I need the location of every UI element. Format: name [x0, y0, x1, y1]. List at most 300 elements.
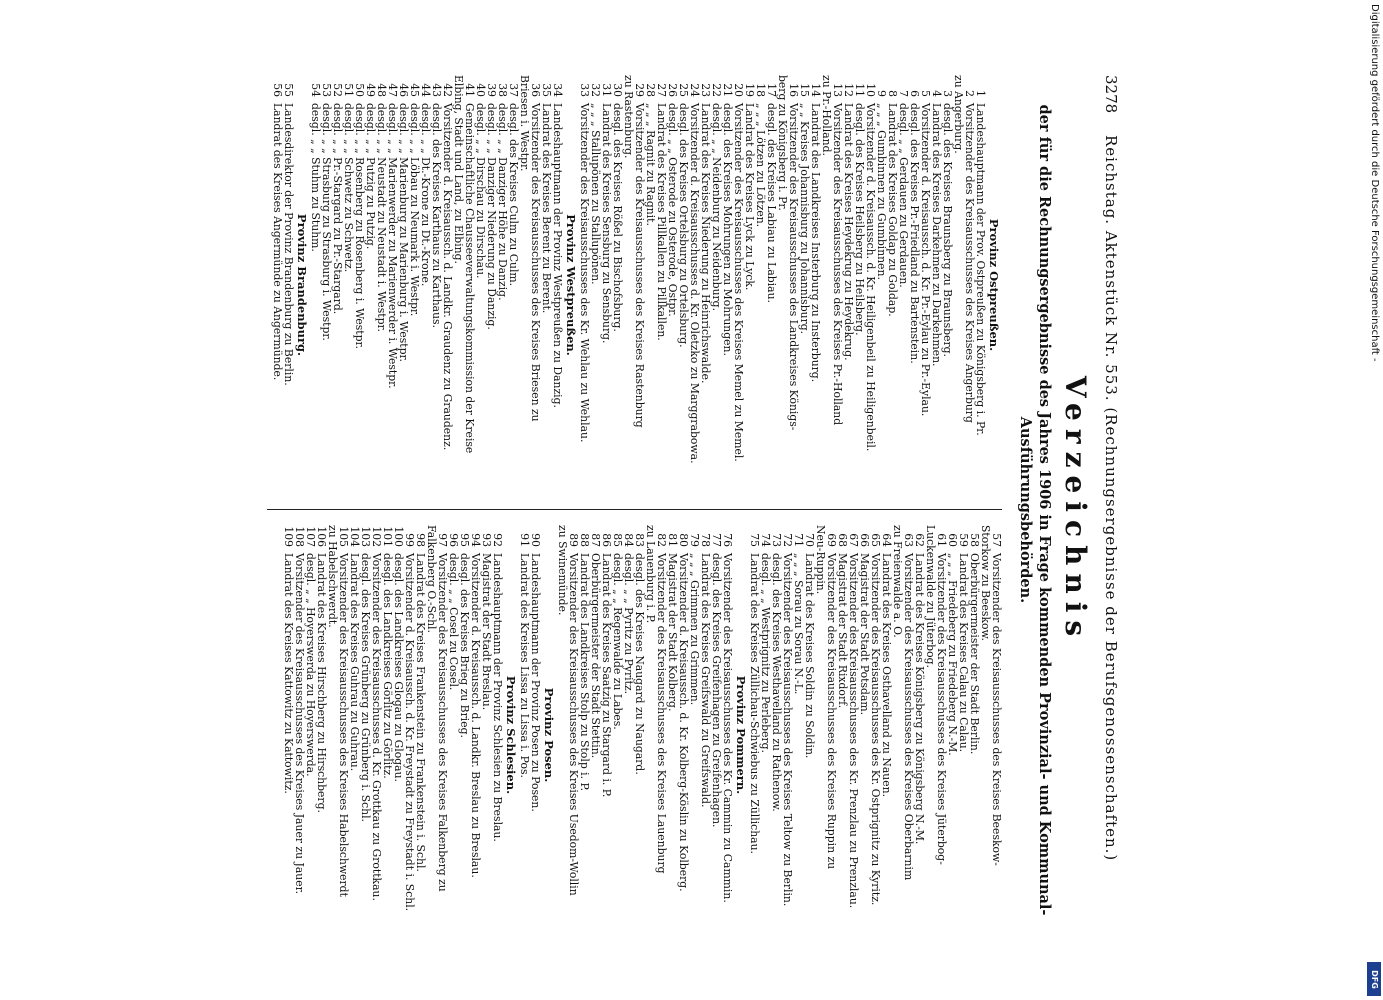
entry-number: 78 [699, 533, 712, 547]
entry-text: Landrat des Kreises Soldin zu Soldin. [803, 553, 816, 759]
entry-text: Vorsitzender des Kreisausschusses des Kreises Lauenburg [655, 553, 668, 874]
entry-number: 106 [315, 526, 328, 547]
authority-entry [376, 75, 387, 495]
authority-entry [321, 75, 332, 495]
entry-continuation: Falkenberg O.-Schl. [425, 525, 438, 633]
entry-text: desgl. „ „ Regenwalde zu Labes. [611, 553, 624, 730]
authority-entry [464, 75, 475, 495]
entry-number: 85 [611, 533, 624, 547]
entry-number: 103 [359, 526, 372, 547]
entry-text: desgl. „ „ Dt.-Krone zu Dt.-Krone. [419, 103, 432, 287]
entry-text: „ „ „ Lötzen zu Lötzen. [754, 103, 767, 228]
entry-number: 35 [540, 83, 553, 97]
entry-number: 34 [551, 83, 564, 97]
authority-entry [283, 75, 294, 495]
entry-text: desgl. „ „ Westprignitz zu Perleberg. [759, 553, 772, 753]
entry-number: 75 [748, 533, 761, 547]
entry-number: 81 [666, 533, 679, 547]
authority-entry [481, 525, 492, 945]
entry-number: 41 [463, 83, 476, 97]
dfg-logo-text: DFG [1369, 969, 1379, 989]
entry-number: 89 [567, 533, 580, 547]
entry-number: 36 [529, 83, 542, 97]
entry-number: 87 [589, 533, 602, 547]
entry-text: Landrat des Kreises Osthavelland zu Nauen. [880, 553, 893, 798]
entry-number: 90 [529, 533, 542, 547]
entry-text: desgl. „ „ Strasburg zu Strasburg i. Westpr. [320, 103, 333, 341]
entry-number: 47 [386, 83, 399, 97]
authority-entry [431, 75, 442, 495]
entry-text: desgl. des Landkreises Görlitz zu Görlitz. [381, 553, 394, 779]
entry-number: 8 [886, 90, 899, 97]
entry-text: desgl. „ „ Neidenburg zu Neidenburg. [710, 103, 723, 312]
entry-number: 68 [836, 533, 849, 547]
entry-text: Vorsitzender des Kreisausschusses des Kr. Wehlau zu Wehlau. [578, 103, 591, 443]
entry-text: Vorsitzender des Kreisausschusses des Kreises Habelschwerdt [337, 553, 350, 897]
authority-entry [711, 525, 722, 945]
page-header [1098, 75, 1120, 945]
entry-continuation: zu Rastenburg. [622, 75, 635, 159]
province-heading: Provinz Brandenburg. [295, 213, 309, 357]
entry-text: Vorsitzender des Kreisausschusses des Landkreises Königs- [787, 103, 800, 431]
authority-entry [964, 75, 975, 495]
entry-text: Vorsitzender des Kreisausschusses des Kreises Briesen zu [529, 103, 542, 422]
authority-entry [975, 75, 986, 495]
authority-entry [848, 525, 859, 945]
entry-text: Landeshauptmann der Provinz Westpreußen zu Danzig. [551, 103, 564, 408]
entry-number: 109 [282, 526, 295, 547]
right-column [283, 525, 1002, 945]
entry-text: Landeshauptmann der Prov. Ostpreußen zu Königsberg i. Pr. [974, 103, 987, 436]
entry-text: desgl. „ „ Danziger Höhe zu Danzig. [496, 103, 509, 301]
entry-text: Landrat des Kreises Sensburg zu Sensburg. [600, 103, 613, 344]
entry-text: Vorsitzender des Kreisausschusses des Kreises Usedom-Wollin [567, 553, 580, 896]
entry-number: 77 [710, 533, 723, 547]
entry-text: Magistrat der Stadt Potsdam. [858, 553, 871, 716]
authority-entry [832, 75, 843, 495]
entry-text: desgl. „ „ Schwetz zu Schwetz. [342, 103, 355, 273]
entry-text: Vorsitzender des Kreisausschusses des Kreises Ruppin zu [825, 553, 838, 870]
entry-text: Magistrat der Stadt Breslau. [480, 553, 493, 711]
entry-number: 104 [348, 526, 361, 547]
authority-entry [865, 75, 876, 495]
entry-number: 70 [803, 533, 816, 547]
entry-continuation: zu Swinemünde. [556, 525, 569, 616]
entry-number: 94 [469, 533, 482, 547]
authority-entry [859, 525, 870, 945]
authority-entry [870, 525, 881, 945]
entry-number: 100 [392, 526, 405, 547]
entry-continuation: zu Pr.-Holland. [820, 75, 833, 156]
entry-text: desgl. „ „ Neustadt zu Neustadt i. Westpr. [375, 103, 388, 332]
authority-entry [530, 75, 541, 495]
authority-entry [541, 75, 552, 495]
entry-number: 43 [430, 83, 443, 97]
authority-entry [799, 75, 810, 495]
columns [10, 75, 1002, 945]
entry-text: desgl. des Kreises Greifenhagen zu Greifenhagen. [710, 553, 723, 828]
entry-text: Landeshauptmann der Provinz Schlesien zu Breslau. [491, 553, 504, 842]
entry-number: 52 [331, 83, 344, 97]
entry-text: desgl. des Kreises Heilsberg zu Heilsberg. [853, 103, 866, 336]
entry-text: desgl. des Kreises Grünberg zu Grünberg i. Schl. [359, 553, 372, 822]
entry-number: 76 [721, 533, 734, 547]
entry-text: Landrat des Kreises Saatzig zu Stargard i. P. [600, 553, 613, 798]
entry-number: 108 [293, 526, 306, 547]
entry-number: 26 [666, 83, 679, 97]
entry-text: „ „ „ Grimmen zu Grimmen. [688, 553, 701, 706]
authority-entry [338, 525, 349, 945]
authority-entry [958, 525, 969, 945]
entry-text: Gemeinschaftliche Chausseeverwaltungskommission der Kreise [463, 103, 476, 454]
entry-number: 42 [441, 83, 454, 97]
authority-entry [843, 75, 854, 495]
entry-text: desgl. des Kreises Westhavelland zu Rathenow. [770, 553, 783, 812]
entry-number: 83 [633, 533, 646, 547]
authority-entry [579, 75, 590, 495]
authority-entry [283, 525, 294, 945]
authority-entry [782, 525, 793, 945]
entry-number: 15 [798, 83, 811, 97]
authority-entry [969, 525, 980, 945]
entry-text: Vorsitzender des Kreisausschusses des Kreises Memel zu Memel. [732, 103, 745, 462]
entry-text: desgl. des Kreises Naugard zu Naugard. [633, 553, 646, 775]
entry-number: 7 [897, 90, 910, 97]
entry-continuation: Storkow zu Beeskow. [979, 525, 992, 641]
entry-number: 22 [710, 83, 723, 97]
entry-number: 62 [913, 533, 926, 547]
entry-number: 45 [408, 83, 421, 97]
entry-text: Landrat des Kreises Kattowitz zu Kattowitz. [282, 553, 295, 794]
entry-number: 74 [759, 533, 772, 547]
entry-number: 44 [419, 83, 432, 97]
authority-entry [360, 525, 371, 945]
entry-number: 38 [496, 83, 509, 97]
entry-text: Oberbürgermeister der Stadt Stettin. [589, 553, 602, 759]
authority-entry [645, 75, 656, 495]
entry-text: Landrat des Landkreises Stolp zu Stolp i. P. [578, 553, 591, 792]
entry-text: desgl. des Kreises Mohrungen zu Mohrungen. [721, 103, 734, 356]
entry-text: desgl. des Kreises Rößel zu Bischofsburg. [611, 103, 624, 332]
entry-number: 23 [699, 83, 712, 97]
entry-text: Landrat des Kreises Frankenstein zu Frankenstein i. Schl. [414, 553, 427, 872]
entry-text: Vorsitzender des Kreisausschusses des Kr. Prenzlau zu Prenzlau. [847, 553, 860, 909]
entry-number: 97 [436, 533, 449, 547]
authority-entry [590, 75, 601, 495]
entry-number: 33 [578, 83, 591, 97]
authority-entry [387, 75, 398, 495]
entry-number: 61 [935, 533, 948, 547]
entry-text: Landesdirektor der Provinz Brandenburg zu Berlin. [282, 103, 295, 386]
authority-entry [914, 525, 925, 945]
entry-number: 95 [458, 533, 471, 547]
entry-text: „ „ „ Ragnit zu Ragnit. [644, 103, 657, 226]
authority-entry [349, 525, 360, 945]
authority-entry [294, 525, 305, 945]
column-divider [267, 509, 1002, 510]
entry-number: 37 [507, 83, 520, 97]
authority-entry [881, 525, 892, 945]
authority-entry [689, 525, 700, 945]
authority-entry [470, 525, 481, 945]
authority-entry [689, 75, 700, 495]
entry-number: 51 [342, 83, 355, 97]
entry-text: desgl. „ „ Danziger Niederung zu Danzig. [485, 103, 498, 330]
authority-entry [437, 525, 448, 945]
entry-number: 55 [282, 83, 295, 97]
entry-text: desgl. „ „ Marienwerder zu Marienwerder i. Westpr. [386, 103, 399, 389]
entry-number: 39 [485, 83, 498, 97]
entry-text: „ „ „ Sorau zu Sorau N.-L. [792, 553, 805, 695]
entry-number: 28 [644, 83, 657, 97]
authority-entry [316, 525, 327, 945]
province-heading: Provinz Posen. [542, 687, 556, 783]
authority-entry [909, 75, 920, 495]
entry-text: Vorsitzender des Kreisausschusses des Kr. Ostprignitz zu Kyritz. [869, 553, 882, 906]
entry-number: 46 [397, 83, 410, 97]
authority-entry [722, 525, 733, 945]
authority-entry [700, 75, 711, 495]
entry-text: Vorsitzender des Kreisausschusses des Kreises Angerburg [963, 103, 976, 423]
page-number: 3278 [1102, 75, 1120, 114]
authority-entry [942, 75, 953, 495]
authority-entry [497, 75, 508, 495]
authority-entry [733, 75, 744, 495]
document-subtitle [1016, 75, 1054, 945]
entry-number: 96 [447, 533, 460, 547]
entry-number: 11 [853, 83, 866, 97]
entry-number: 25 [677, 83, 690, 97]
entry-number: 67 [847, 533, 860, 547]
authority-entry [371, 525, 382, 945]
entry-text: desgl. „ „ Marienburg zu Marienburg i. Westpr. [397, 103, 410, 362]
document-body [10, 75, 1120, 945]
authority-entry [579, 525, 590, 945]
dfg-credit-text: Digitalisierung gefördert durch die Deutsche Forschungsgemeinschaft - [1369, 4, 1380, 362]
subtitle-line: der für die Rechnungsergebnisse des Jahres 1906 in Frage kommenden Provinzial- und Kommunal- [1036, 104, 1053, 916]
entry-text: desgl. des Landkreises Glogau zu Glogau. [392, 553, 405, 782]
entry-number: 69 [825, 533, 838, 547]
entry-text: Landrat des Kreises Calau zu Calau. [957, 553, 970, 753]
authority-entry [601, 75, 612, 495]
authority-entry [398, 75, 409, 495]
entry-continuation: zu Freienwalde a. O. [891, 525, 904, 638]
entry-number: 99 [403, 533, 416, 547]
entry-text: Landrat des Kreises Greifswald zu Greifswald. [699, 553, 712, 808]
authority-entry [448, 525, 459, 945]
authority-entry [947, 525, 958, 945]
authority-entry [409, 75, 420, 495]
entry-text: Vorsitzender des Kreisausschusses des Kreises Pr.-Holland [831, 103, 844, 426]
entry-number: 88 [578, 533, 591, 547]
entry-text: Landrat des Kreises Goldap zu Goldap. [886, 103, 899, 317]
entry-text: desgl. des Kreises Brieg zu Brieg. [458, 553, 471, 738]
entry-number: 84 [622, 533, 635, 547]
province-heading: Provinz Pommern. [734, 675, 748, 795]
entry-number: 63 [902, 533, 915, 547]
entry-text: Vorsitzender d. Kreisaussch. d. Landkr. Graudenz zu Graudenz. [441, 103, 454, 451]
province-heading: Provinz Schlesien. [504, 675, 518, 795]
entry-number: 3 [941, 90, 954, 97]
entry-text: desgl. „ „ Putzig zu Putzig. [364, 103, 377, 250]
authority-entry [332, 75, 343, 495]
province-heading: Provinz Westpreußen. [564, 214, 578, 356]
entry-number: 59 [957, 533, 970, 547]
province-heading: Provinz Ostpreußen. [987, 218, 1001, 352]
entry-continuation: zu Angerburg. [952, 75, 965, 154]
authority-entry [492, 525, 503, 945]
authority-entry [678, 525, 689, 945]
entry-text: Vorsitzender d. Kreisaussch. d. Kr. Heiligenbeil zu Heiligenbeil. [864, 103, 877, 452]
authority-entry [744, 75, 755, 495]
entry-number: 18 [754, 83, 767, 97]
entry-number: 32 [589, 83, 602, 97]
entry-text: Landrat des Kreises Lyck zu Lyck. [743, 103, 756, 291]
entry-text: desgl. „ „ Cosel zu Cosel. [447, 553, 460, 691]
entry-text: „ „ Kreises Johannisburg zu Johannisburg. [798, 103, 811, 335]
entry-number: 20 [732, 83, 745, 97]
authority-entry [931, 75, 942, 495]
authority-entry [876, 75, 887, 495]
authority-entry [771, 525, 782, 945]
authority-entry [634, 525, 645, 945]
authority-entry [382, 525, 393, 945]
entry-text: Vorsitzender d. Kreisausschusses d. Kr. Oletzko zu Marggrabowa. [688, 103, 701, 464]
authority-entry [887, 75, 898, 495]
entry-text: desgl. „ „ Hoyerswerda zu Hoyerswerda. [304, 553, 317, 777]
entry-text: „ „ „ Gumbinnen zu Gumbinnen. [875, 103, 888, 280]
entry-number: 86 [600, 533, 613, 547]
entry-number: 105 [337, 526, 350, 547]
entry-number: 21 [721, 83, 734, 97]
authority-entry [442, 75, 453, 495]
entry-text: Landrat des Kreises Hirschberg zu Hirschberg. [315, 553, 328, 813]
entry-number: 12 [842, 83, 855, 97]
entry-continuation: zu Habelschwerdt. [326, 525, 339, 628]
entry-number: 66 [858, 533, 871, 547]
authority-entry [936, 525, 947, 945]
entry-text: Landrat des Kreises Züllichau-Schwiebus zu Züllichau. [748, 553, 761, 854]
entry-number: 79 [688, 533, 701, 547]
entry-continuation: Elbing, Stadt und Land, zu Elbing. [452, 75, 465, 264]
entry-number: 98 [414, 533, 427, 547]
entry-text: Landrat des Kreises Lissa zu Lissa i. Pos. [518, 553, 531, 778]
authority-entry [343, 75, 354, 495]
entry-number: 27 [655, 83, 668, 97]
authority-entry [837, 525, 848, 945]
authority-entry [766, 75, 777, 495]
entry-continuation: Neu-Ruppin. [814, 525, 827, 595]
left-column [272, 75, 1002, 495]
entry-text: Vorsitzender des Kreisausschusses des Kreises Falkenberg zu [436, 553, 449, 892]
authority-entry [903, 525, 914, 945]
entry-number: 64 [880, 533, 893, 547]
authority-entry [667, 525, 678, 945]
authority-entry [393, 525, 404, 945]
entry-text: Landrat des Kreises Berent zu Berent. [540, 103, 553, 314]
authority-entry [420, 75, 431, 495]
entry-text: desgl. „ „ Dirschau zu Dirschau. [474, 103, 487, 279]
entry-text: Landrat des Kreises Guhrau zu Guhrau. [348, 553, 361, 772]
authority-entry [667, 75, 678, 495]
authority-entry [700, 525, 711, 945]
authority-entry [991, 525, 1002, 945]
entry-number: 53 [320, 83, 333, 97]
entry-number: 16 [787, 83, 800, 97]
entry-number: 80 [677, 533, 690, 547]
entry-number: 102 [370, 526, 383, 547]
entry-number: 107 [304, 526, 317, 547]
entry-text: Vorsitzender des Kreisausschusses des Kreises Beeskow- [990, 553, 1003, 866]
document-title: Verzeichnis [1059, 375, 1092, 645]
authority-entry [475, 75, 486, 495]
entry-text: Vorsitzender des Kreisausschusses des Kreises Jauer zu Jauer. [293, 553, 306, 895]
entry-text: Landrat des Kreises Niederung zu Heinrichswalde. [699, 103, 712, 384]
entry-text: Vorsitzender d. Kreisaussch. d. Kr. Kolberg-Köslin zu Kolberg. [677, 553, 690, 892]
entry-number: 10 [864, 83, 877, 97]
authority-entry [678, 75, 689, 495]
entry-text: desgl. des Kreises Braunsberg zu Braunsberg. [941, 103, 954, 357]
entry-text: desgl. des Kreises Pr.-Friedland zu Bartenstein. [908, 103, 921, 364]
entry-text: Oberbürgermeister der Stadt Berlin. [968, 553, 981, 755]
entry-text: Landeshauptmann der Provinz Posen zu Posen. [529, 553, 542, 812]
authority-entry [508, 75, 519, 495]
entry-text: desgl. „ „ Pyritz zu Pyritz. [622, 553, 635, 695]
authority-entry [365, 75, 376, 495]
entry-text: Vorsitzender des Kreisausschusses des Kreises Rastenburg [633, 103, 646, 428]
entry-text: Landrat des Kreises Darkehmen zu Darkehmen. [930, 103, 943, 367]
entry-number: 6 [908, 90, 921, 97]
entry-number: 1 [974, 90, 987, 97]
entry-number: 31 [600, 83, 613, 97]
entry-text: desgl. „ „ Pr.-Stargard zu Pr.-Stargard. [331, 103, 344, 315]
entry-number: 71 [792, 533, 805, 547]
entry-number: 19 [743, 83, 756, 97]
authority-entry [788, 75, 799, 495]
authority-entry [804, 525, 815, 945]
authority-entry [519, 525, 530, 945]
entry-number: 4 [930, 90, 943, 97]
entry-text: Vorsitzender d. Kreisaussch. d. Kr. Pr.-Eylau zu Pr.-Eylau. [919, 103, 932, 417]
digitization-sidebar [1366, 0, 1383, 1000]
entry-text: Vorsitzender des Kreisausschusses des Kreises Jüterbog- [935, 553, 948, 865]
authority-entry [601, 525, 612, 945]
running-head: Reichstag. Aktenstück Nr. 553. (Rechnungsergebnisse der Berufsgenossenschaften.) [1102, 135, 1120, 862]
entry-text: Vorsitzender des Kreisausschusses des Kreises Oberbarnim [902, 553, 915, 881]
authority-entry [310, 75, 321, 495]
entry-number: 82 [655, 533, 668, 547]
entry-text: Magistrat der Stadt Kolberg. [666, 553, 679, 712]
authority-entry [711, 75, 722, 495]
entry-text: Vorsitzender d. Kreisaussch. d. Kr. Freystadt zu Freystadt i. Schl. [403, 553, 416, 912]
entry-number: 92 [491, 533, 504, 547]
authority-entry [530, 525, 541, 945]
entry-number: 93 [480, 533, 493, 547]
authority-entry [920, 75, 931, 495]
entry-number: 54 [309, 83, 322, 97]
authority-entry [722, 75, 733, 495]
entry-number: 48 [375, 83, 388, 97]
authority-entry [272, 75, 283, 495]
authority-entry [826, 525, 837, 945]
entry-text: desgl. des Kreises Culm zu Culm. [507, 103, 520, 287]
entry-number: 65 [869, 533, 882, 547]
authority-entry [612, 75, 623, 495]
entry-number: 29 [633, 83, 646, 97]
authority-entry [854, 75, 865, 495]
entry-text: Landrat des Kreises Königsberg zu Königsberg N.-M. [913, 553, 926, 845]
entry-number: 58 [968, 533, 981, 547]
